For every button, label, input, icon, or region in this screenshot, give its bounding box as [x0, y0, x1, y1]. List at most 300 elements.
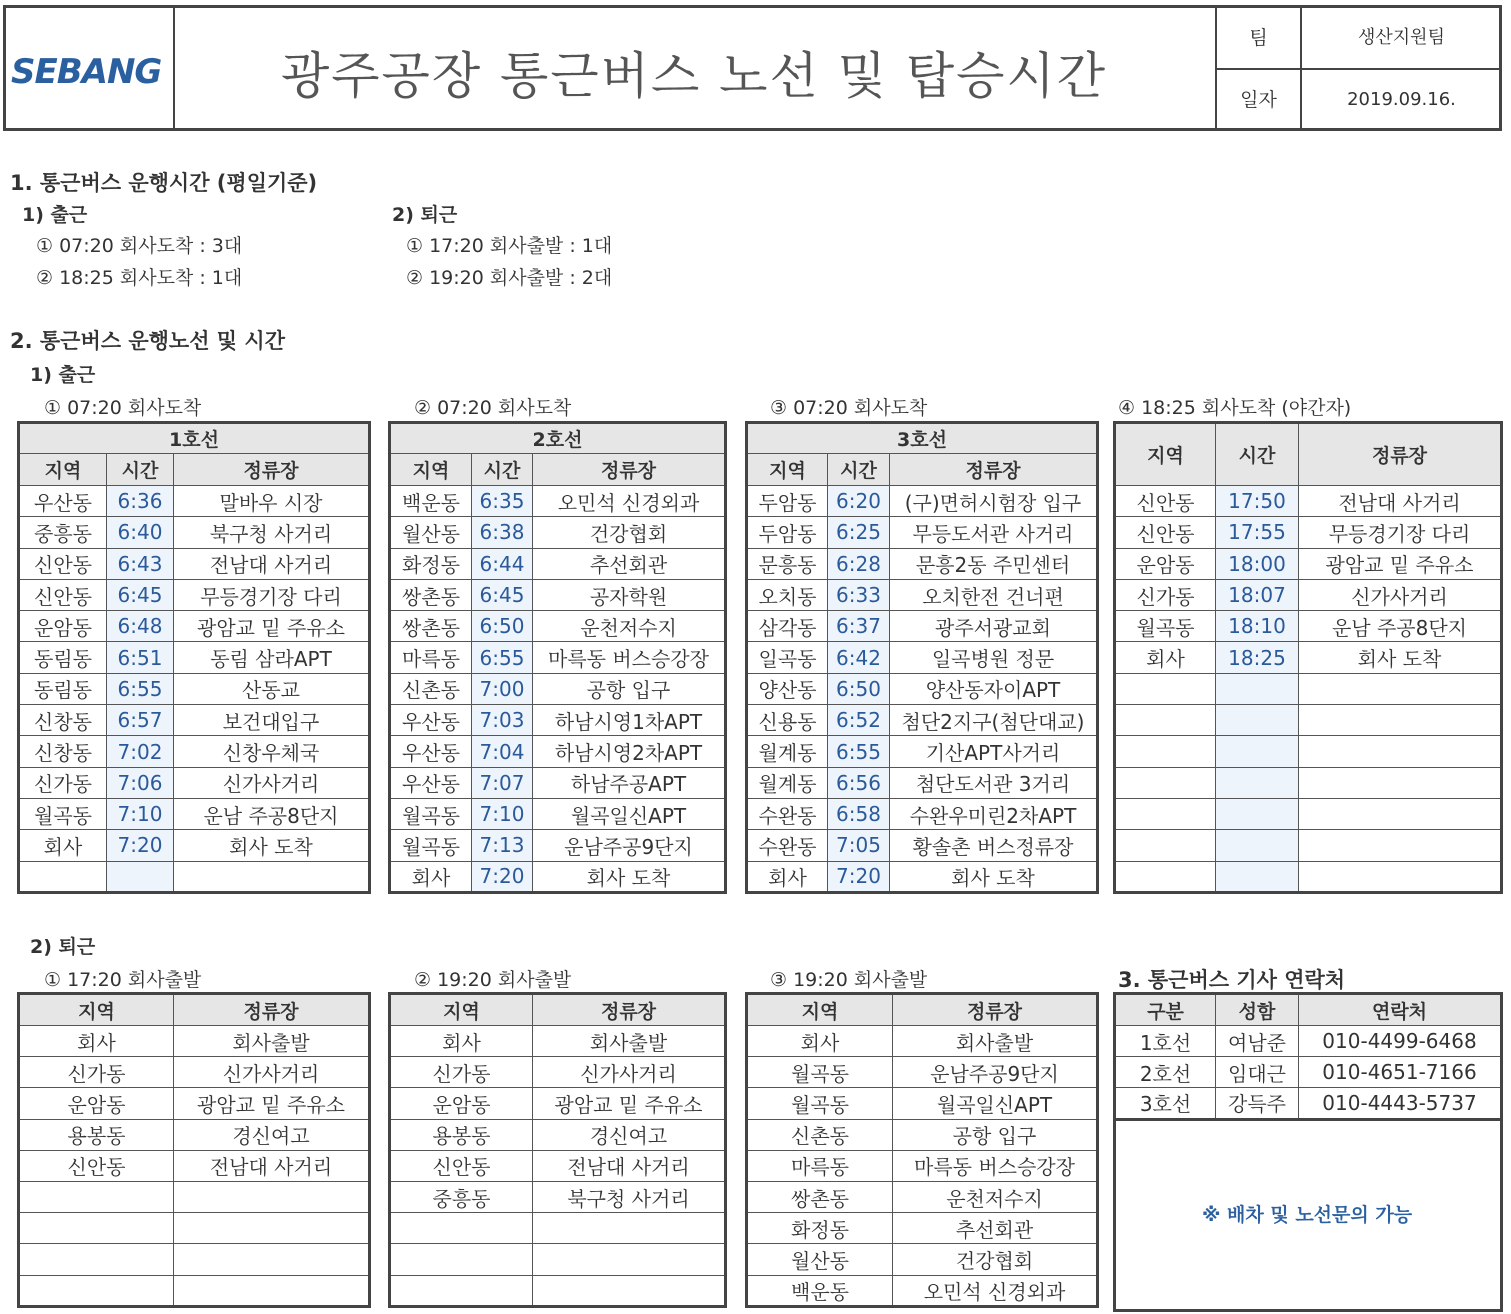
cell-region	[1115, 767, 1216, 798]
cell-name: 임대근	[1216, 1057, 1299, 1088]
cell-stop	[174, 861, 370, 892]
cell-region: 월산동	[390, 517, 472, 548]
document-header	[3, 5, 1502, 131]
cell-stop: 신가사거리	[174, 767, 370, 798]
document-title: 광주공장 통근버스 노선 및 탑승시간	[280, 47, 1108, 105]
table-row	[747, 830, 1098, 861]
go-route-4-body	[1115, 486, 1502, 893]
cell-region: 신안동	[390, 1150, 533, 1181]
cell-phone: 010-4499-6468	[1299, 1026, 1502, 1057]
table-row	[390, 1119, 726, 1150]
table-row	[19, 705, 370, 736]
cell-time: 7:13	[472, 830, 533, 861]
table-row	[19, 517, 370, 548]
cell-region: 월계동	[747, 767, 828, 798]
line-header: 3호선	[747, 423, 1098, 454]
cell-region: 쌍촌동	[747, 1181, 893, 1212]
date-row	[1217, 70, 1501, 130]
cell-region: 용봉동	[390, 1119, 533, 1150]
cell-stop	[1299, 736, 1502, 767]
cell-stop: 회사 도착	[890, 861, 1098, 892]
line-header: 1호선	[19, 423, 370, 454]
cell-stop: 하남주공APT	[533, 767, 726, 798]
section1-title: 1. 통근버스 운행시간 (평일기준)	[10, 171, 318, 195]
cell-phone: 010-4443-5737	[1299, 1088, 1502, 1119]
cell-time	[107, 861, 174, 892]
table-row	[19, 830, 370, 861]
table-row	[19, 1181, 370, 1212]
cell-region: 용봉동	[19, 1119, 174, 1150]
cell-stop: 회사 도착	[1299, 642, 1502, 673]
cell-stop: 첨단2지구(첨단대교)	[890, 705, 1098, 736]
cell-stop: 운남 주공8단지	[1299, 611, 1502, 642]
cell-region: 신촌동	[747, 1119, 893, 1150]
cell-stop: 전남대 사거리	[174, 548, 370, 579]
table-row	[1115, 611, 1502, 642]
cell-stop	[533, 1213, 726, 1244]
cell-stop	[1299, 798, 1502, 829]
col-header-stop: 정류장	[533, 994, 726, 1026]
cell-region: 우산동	[390, 736, 472, 767]
cell-time	[1216, 705, 1299, 736]
cell-region	[390, 1275, 533, 1306]
cell-region: 수완동	[747, 798, 828, 829]
cell-stop: 동림 삼라APT	[174, 642, 370, 673]
cell-region	[19, 1181, 174, 1212]
go-route-2-body	[390, 486, 726, 893]
cell-time: 6:55	[107, 673, 174, 704]
cell-time: 6:55	[472, 642, 533, 673]
cell-stop: 보건대입구	[174, 705, 370, 736]
cell-time	[1216, 798, 1299, 829]
cell-region: 운암동	[1115, 548, 1216, 579]
cell-region: 신안동	[19, 579, 107, 610]
cell-region: 우산동	[390, 705, 472, 736]
cell-region: 우산동	[390, 767, 472, 798]
table-row	[19, 1026, 370, 1057]
cell-time	[1216, 861, 1299, 892]
table-row	[747, 1026, 1098, 1057]
cell-stop: 무등경기장 다리	[1299, 517, 1502, 548]
cell-region: 운암동	[390, 1088, 533, 1119]
cell-time: 6:48	[107, 611, 174, 642]
cell-time: 7:10	[107, 798, 174, 829]
table-row	[747, 517, 1098, 548]
table-row	[1115, 486, 1502, 517]
col-header-time: 시간	[472, 454, 533, 486]
col-header-time: 시간	[1216, 423, 1299, 486]
col-header-region: 지역	[19, 454, 107, 486]
col-header-stop: 정류장	[533, 454, 726, 486]
cell-region: 신가동	[1115, 579, 1216, 610]
table-row	[390, 861, 726, 892]
cell-time: 6:58	[828, 798, 890, 829]
col-header-region: 지역	[747, 454, 828, 486]
col-header-name: 성함	[1216, 994, 1299, 1026]
table-row	[19, 579, 370, 610]
col-header-region: 지역	[390, 454, 472, 486]
team-value: 생산지원팀	[1358, 27, 1445, 48]
cell-region: 월산동	[747, 1244, 893, 1275]
cell-stop: 양산동자이APT	[890, 673, 1098, 704]
table-row	[19, 861, 370, 892]
cell-time: 6:20	[828, 486, 890, 517]
table-row	[1115, 642, 1502, 673]
table-row	[390, 1150, 726, 1181]
cell-time: 6:57	[107, 705, 174, 736]
cell-time: 6:38	[472, 517, 533, 548]
cell-stop: 첨단도서관 3거리	[890, 767, 1098, 798]
back-route-1-table	[17, 992, 371, 1308]
cell-time	[1216, 830, 1299, 861]
cell-stop	[1299, 830, 1502, 861]
table-row	[747, 705, 1098, 736]
cell-time: 7:20	[472, 861, 533, 892]
cell-stop: 광암교 밑 주유소	[533, 1088, 726, 1119]
table-row	[747, 861, 1098, 892]
cell-stop	[533, 1275, 726, 1306]
col-header-time: 시간	[107, 454, 174, 486]
go-route-3-caption: ③ 07:20 회사도착	[770, 397, 928, 419]
cell-region	[19, 861, 107, 892]
cell-stop: 문흥2동 주민센터	[890, 548, 1098, 579]
table-row	[19, 1213, 370, 1244]
contacts-table	[1113, 992, 1503, 1121]
cell-region: 신창동	[19, 705, 107, 736]
cell-stop: 신창우체국	[174, 736, 370, 767]
cell-region: 오치동	[747, 579, 828, 610]
cell-stop: 경신여고	[174, 1119, 370, 1150]
cell-region: 월곡동	[1115, 611, 1216, 642]
go-route-2-caption: ② 07:20 회사도착	[414, 397, 572, 419]
cell-stop: 신가사거리	[174, 1057, 370, 1088]
table-row	[19, 1088, 370, 1119]
table-row	[747, 642, 1098, 673]
cell-region: 월계동	[747, 736, 828, 767]
section2-back-title: 2) 퇴근	[30, 936, 96, 958]
table-row	[747, 579, 1098, 610]
go-route-3-table	[745, 421, 1099, 894]
cell-stop: 무등경기장 다리	[174, 579, 370, 610]
table-row	[390, 548, 726, 579]
cell-time: 7:00	[472, 673, 533, 704]
table-row	[390, 486, 726, 517]
cell-time: 6:33	[828, 579, 890, 610]
cell-region	[1115, 673, 1216, 704]
date-label: 일자	[1217, 70, 1302, 130]
table-row	[1115, 736, 1502, 767]
table-row	[19, 642, 370, 673]
cell-region	[19, 1213, 174, 1244]
cell-time: 6:55	[828, 736, 890, 767]
cell-stop: 회사출발	[533, 1026, 726, 1057]
cell-stop	[174, 1213, 370, 1244]
cell-stop: 무등도서관 사거리	[890, 517, 1098, 548]
table-row	[390, 673, 726, 704]
cell-region: 화정동	[390, 548, 472, 579]
cell-time: 18:07	[1216, 579, 1299, 610]
cell-stop: 전남대 사거리	[1299, 486, 1502, 517]
cell-region: 신가동	[19, 767, 107, 798]
cell-stop: 황솔촌 버스정류장	[890, 830, 1098, 861]
back-route-2-body	[390, 1026, 726, 1307]
cell-region: 양산동	[747, 673, 828, 704]
team-row	[1217, 8, 1501, 70]
cell-stop: 오민석 신경외과	[533, 486, 726, 517]
table-row	[747, 673, 1098, 704]
cell-stop: 하남시영2차APT	[533, 736, 726, 767]
cell-time: 7:02	[107, 736, 174, 767]
cell-region: 동림동	[19, 673, 107, 704]
cell-stop: 공자학원	[533, 579, 726, 610]
table-row	[1115, 673, 1502, 704]
table-row	[747, 1213, 1098, 1244]
team-label: 팀	[1217, 8, 1302, 68]
cell-region	[1115, 861, 1216, 892]
cell-region: 회사	[747, 1026, 893, 1057]
cell-time: 7:20	[828, 861, 890, 892]
cell-stop: 말바우 시장	[174, 486, 370, 517]
table-row	[1115, 579, 1502, 610]
cell-time: 6:40	[107, 517, 174, 548]
cell-stop: 마륵동 버스승강장	[893, 1150, 1098, 1181]
cell-stop: 광암교 밑 주유소	[174, 611, 370, 642]
cell-region: 화정동	[747, 1213, 893, 1244]
go-route-3-body	[747, 486, 1098, 893]
back-route-1-caption: ① 17:20 회사출발	[44, 969, 202, 991]
cell-stop: 운천저수지	[533, 611, 726, 642]
cell-stop: 오치한전 건너편	[890, 579, 1098, 610]
table-row	[747, 548, 1098, 579]
cell-region: 회사	[390, 1026, 533, 1057]
table-row	[1115, 767, 1502, 798]
go-route-4-caption: ④ 18:25 회사도착 (야간자)	[1118, 397, 1352, 419]
cell-stop: 일곡병원 정문	[890, 642, 1098, 673]
cell-stop	[1299, 705, 1502, 736]
col-header-stop: 정류장	[890, 454, 1098, 486]
cell-stop	[1299, 767, 1502, 798]
cell-time: 17:55	[1216, 517, 1299, 548]
cell-region: 회사	[390, 861, 472, 892]
cell-time: 6:37	[828, 611, 890, 642]
table-row	[390, 579, 726, 610]
cell-time: 7:05	[828, 830, 890, 861]
table-row	[19, 611, 370, 642]
contact-note: ※ 배차 및 노선문의 가능	[1201, 1204, 1413, 1226]
table-row	[390, 1275, 726, 1306]
cell-time: 7:03	[472, 705, 533, 736]
table-row	[390, 767, 726, 798]
table-row	[19, 673, 370, 704]
cell-region: 두암동	[747, 486, 828, 517]
section1-back-item-1: ① 17:20 회사출발 : 1대	[406, 235, 613, 257]
cell-region: 두암동	[747, 517, 828, 548]
table-row	[747, 1119, 1098, 1150]
cell-time: 6:50	[472, 611, 533, 642]
table-row	[747, 798, 1098, 829]
cell-stop: (구)면허시험장 입구	[890, 486, 1098, 517]
section1-back-item-2: ② 19:20 회사출발 : 2대	[406, 267, 613, 289]
cell-time: 6:25	[828, 517, 890, 548]
table-row	[747, 1244, 1098, 1275]
cell-region	[1115, 798, 1216, 829]
cell-region: 월곡동	[390, 798, 472, 829]
table-row	[1115, 1057, 1502, 1088]
cell-time	[1216, 767, 1299, 798]
table-row	[747, 1275, 1098, 1306]
cell-stop	[174, 1275, 370, 1306]
cell-stop	[533, 1244, 726, 1275]
cell-time: 6:36	[107, 486, 174, 517]
cell-region: 신안동	[19, 548, 107, 579]
col-header-region: 지역	[19, 994, 174, 1026]
cell-stop: 신가사거리	[533, 1057, 726, 1088]
cell-region: 신안동	[1115, 517, 1216, 548]
cell-stop: 오민석 신경외과	[893, 1275, 1098, 1306]
cell-region: 월곡동	[19, 798, 107, 829]
col-header-stop: 정류장	[174, 994, 370, 1026]
cell-region	[1115, 736, 1216, 767]
cell-region	[390, 1213, 533, 1244]
table-row	[1115, 861, 1502, 892]
cell-stop: 광암교 밑 주유소	[174, 1088, 370, 1119]
cell-region: 회사	[747, 861, 828, 892]
table-row	[1115, 548, 1502, 579]
table-row	[19, 1057, 370, 1088]
table-row	[1115, 705, 1502, 736]
cell-stop: 회사출발	[174, 1026, 370, 1057]
cell-stop	[174, 1181, 370, 1212]
back-route-2-table	[388, 992, 727, 1308]
cell-time: 18:25	[1216, 642, 1299, 673]
cell-region: 동림동	[19, 642, 107, 673]
cell-region: 백운동	[747, 1275, 893, 1306]
col-header-region: 지역	[390, 994, 533, 1026]
cell-region: 신가동	[390, 1057, 533, 1088]
table-row	[390, 1026, 726, 1057]
table-row	[1115, 517, 1502, 548]
col-header-region: 지역	[1115, 423, 1216, 486]
table-row	[747, 736, 1098, 767]
cell-region: 중흥동	[19, 517, 107, 548]
cell-region	[1115, 830, 1216, 861]
table-row	[19, 798, 370, 829]
cell-stop	[174, 1244, 370, 1275]
table-row	[390, 736, 726, 767]
table-row	[19, 548, 370, 579]
table-row	[390, 1213, 726, 1244]
cell-stop	[1299, 673, 1502, 704]
cell-region	[19, 1244, 174, 1275]
company-logo: SEBANG	[11, 52, 162, 92]
cell-region: 신안동	[19, 1150, 174, 1181]
go-route-1-body	[19, 486, 370, 893]
cell-stop: 회사 도착	[174, 830, 370, 861]
go-route-4-table	[1113, 421, 1503, 894]
date-value: 2019.09.16.	[1347, 89, 1456, 110]
table-row	[19, 486, 370, 517]
cell-time: 6:42	[828, 642, 890, 673]
cell-stop: 추선회관	[893, 1213, 1098, 1244]
cell-region: 신창동	[19, 736, 107, 767]
table-row	[1115, 1026, 1502, 1057]
cell-region	[19, 1275, 174, 1306]
cell-region: 쌍촌동	[390, 611, 472, 642]
cell-time: 7:04	[472, 736, 533, 767]
cell-stop: 마륵동 버스승강장	[533, 642, 726, 673]
table-row	[747, 1150, 1098, 1181]
cell-time	[1216, 736, 1299, 767]
cell-time: 6:28	[828, 548, 890, 579]
cell-time: 6:45	[107, 579, 174, 610]
table-row	[19, 1150, 370, 1181]
table-row	[19, 1275, 370, 1306]
cell-region: 문흥동	[747, 548, 828, 579]
section2-title: 2. 통근버스 운행노선 및 시간	[10, 329, 285, 353]
logo-cell	[6, 8, 175, 128]
cell-stop: 북구청 사거리	[174, 517, 370, 548]
cell-region: 회사	[19, 830, 107, 861]
table-row	[390, 642, 726, 673]
back-route-1-body	[19, 1026, 370, 1307]
cell-line: 1호선	[1115, 1026, 1216, 1057]
cell-stop: 신가사거리	[1299, 579, 1502, 610]
cell-time: 6:45	[472, 579, 533, 610]
table-row	[1115, 1088, 1502, 1119]
cell-name: 강득주	[1216, 1088, 1299, 1119]
col-header-phone: 연락처	[1299, 994, 1502, 1026]
cell-stop: 산동교	[174, 673, 370, 704]
cell-region: 운암동	[19, 611, 107, 642]
table-row	[19, 736, 370, 767]
section2-go-title: 1) 출근	[30, 364, 96, 386]
cell-time: 7:20	[107, 830, 174, 861]
cell-stop: 건강협회	[533, 517, 726, 548]
table-row	[747, 1181, 1098, 1212]
back-route-3-table	[745, 992, 1099, 1308]
section1-back-title: 2) 퇴근	[392, 204, 458, 226]
cell-stop: 전남대 사거리	[533, 1150, 726, 1181]
col-header-stop: 정류장	[1299, 423, 1502, 486]
meta-box	[1215, 8, 1501, 128]
cell-stop: 건강협회	[893, 1244, 1098, 1275]
cell-region: 월곡동	[747, 1088, 893, 1119]
cell-stop: 월곡일신APT	[893, 1088, 1098, 1119]
cell-region: 신용동	[747, 705, 828, 736]
cell-region	[1115, 705, 1216, 736]
cell-time: 6:35	[472, 486, 533, 517]
table-row	[1115, 798, 1502, 829]
cell-time: 6:51	[107, 642, 174, 673]
cell-phone: 010-4651-7166	[1299, 1057, 1502, 1088]
cell-region: 마륵동	[390, 642, 472, 673]
table-row	[19, 1119, 370, 1150]
cell-line: 3호선	[1115, 1088, 1216, 1119]
line-header: 2호선	[390, 423, 726, 454]
cell-stop: 회사 도착	[533, 861, 726, 892]
cell-region: 신안동	[1115, 486, 1216, 517]
cell-stop: 하남시영1차APT	[533, 705, 726, 736]
cell-region: 백운동	[390, 486, 472, 517]
cell-stop: 북구청 사거리	[533, 1181, 726, 1212]
col-header-region: 지역	[747, 994, 893, 1026]
col-header-time: 시간	[828, 454, 890, 486]
cell-region: 쌍촌동	[390, 579, 472, 610]
back-route-2-caption: ② 19:20 회사출발	[414, 969, 572, 991]
contacts-body	[1115, 1026, 1502, 1120]
cell-region: 삼각동	[747, 611, 828, 642]
cell-time: 7:07	[472, 767, 533, 798]
